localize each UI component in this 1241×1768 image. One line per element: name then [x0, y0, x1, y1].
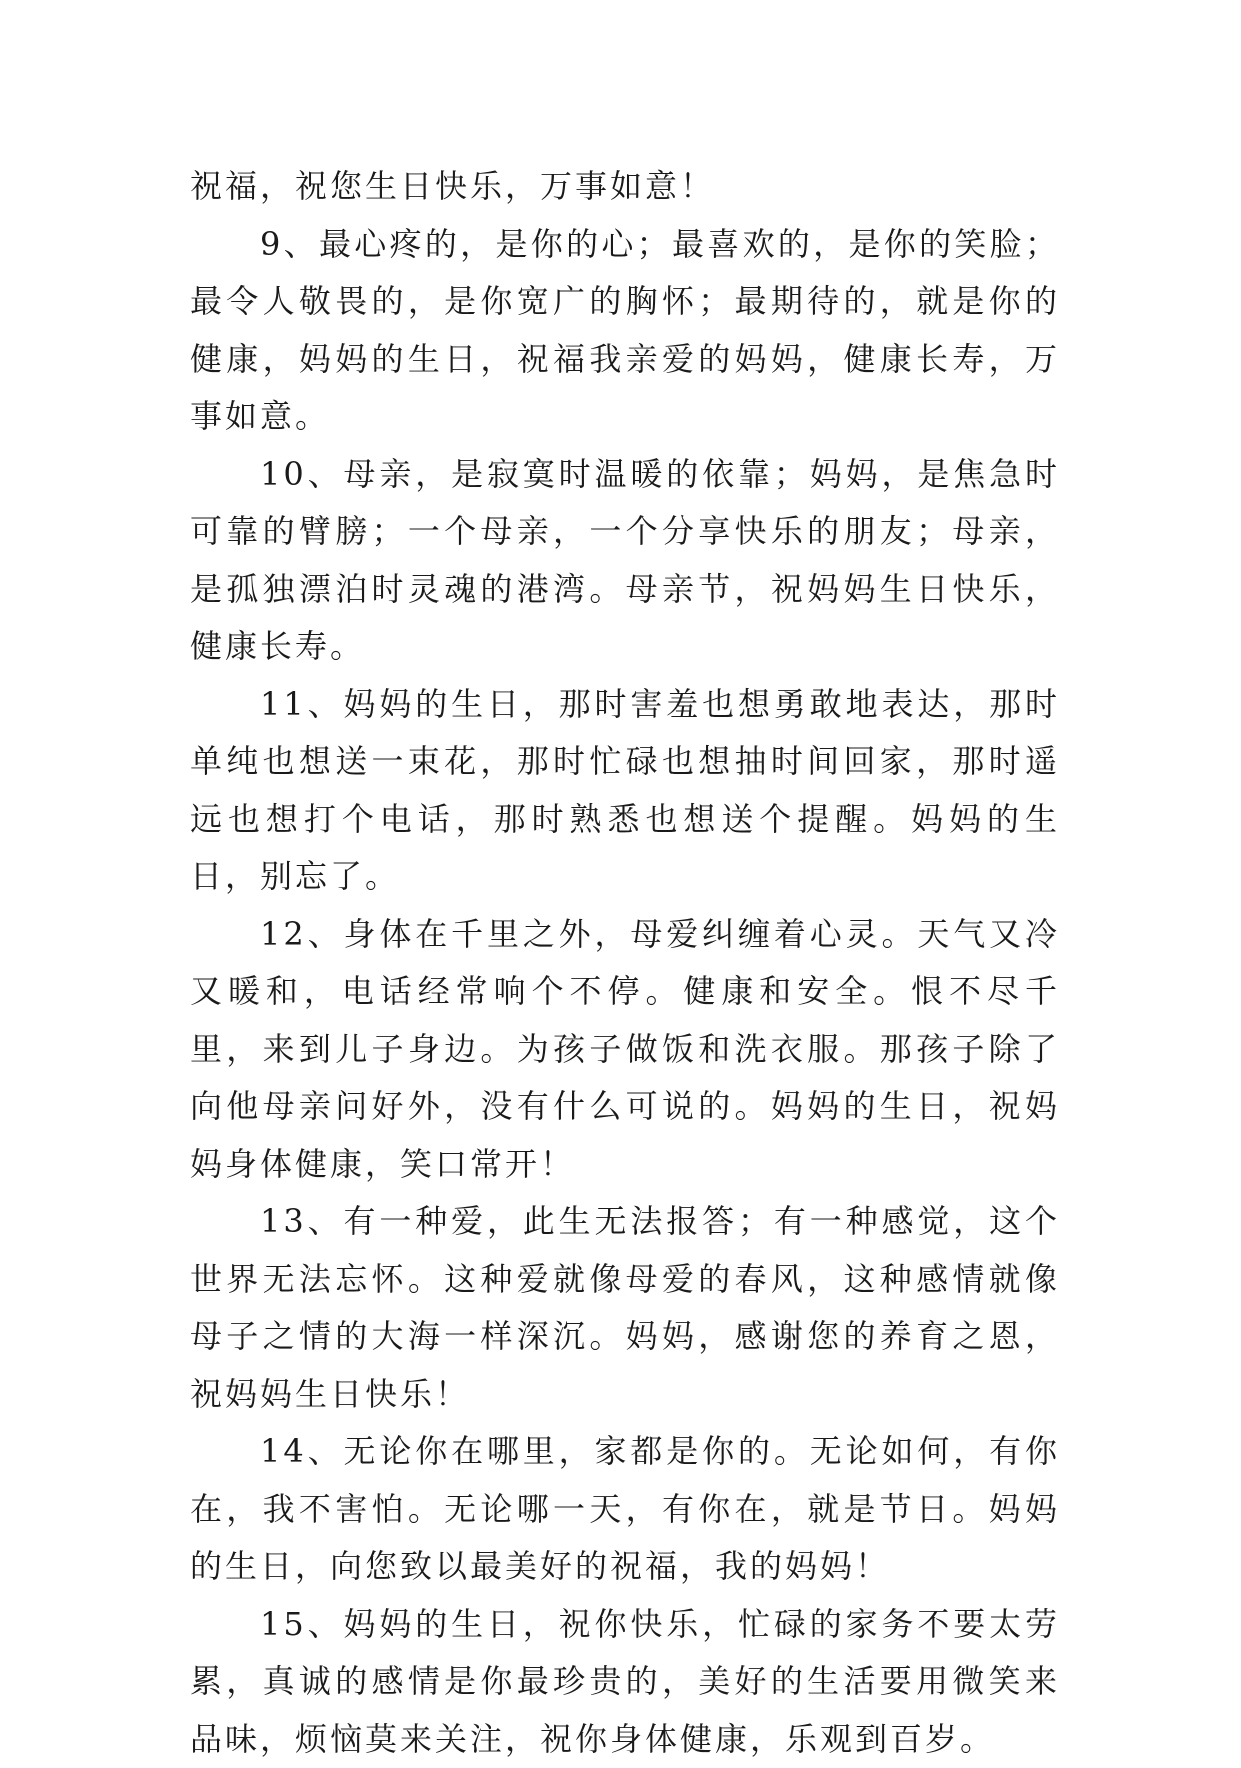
paragraph-continuation: 祝福，祝您生日快乐，万事如意！ [190, 158, 1060, 216]
paragraph-item-14: 14、无论你在哪里，家都是你的。无论如何，有你在，我不害怕。无论哪一天，有你在，就是节日。妈妈的生日，向您致以最美好的祝福，我的妈妈！ [190, 1423, 1060, 1596]
paragraph-item-9: 9、最心疼的，是你的心；最喜欢的，是你的笑脸；最令人敬畏的，是你宽广的胸怀；最期待的，就是你的健康，妈妈的生日，祝福我亲爱的妈妈，健康长寿，万事如意。 [190, 216, 1060, 446]
paragraph-item-10: 10、母亲，是寂寞时温暖的依靠；妈妈，是焦急时可靠的臂膀；一个母亲，一个分享快乐的朋友；母亲，是孤独漂泊时灵魂的港湾。母亲节，祝妈妈生日快乐，健康长寿。 [190, 446, 1060, 676]
paragraph-item-11: 11、妈妈的生日，那时害羞也想勇敢地表达，那时单纯也想送一束花，那时忙碌也想抽时间回家，那时遥远也想打个电话，那时熟悉也想送个提醒。妈妈的生日，别忘了。 [190, 676, 1060, 906]
paragraph-item-13: 13、有一种爱，此生无法报答；有一种感觉，这个世界无法忘怀。这种爱就像母爱的春风，这种感情就像母子之情的大海一样深沉。妈妈，感谢您的养育之恩，祝妈妈生日快乐！ [190, 1193, 1060, 1423]
document-body [190, 158, 1060, 1768]
paragraph-item-12: 12、身体在千里之外，母爱纠缠着心灵。天气又冷又暖和，电话经常响个不停。健康和安全。恨不尽千里，来到儿子身边。为孩子做饭和洗衣服。那孩子除了向他母亲问好外，没有什么可说的。妈妈的生日，祝妈妈身体健康，笑口常开！ [190, 906, 1060, 1194]
paragraph-item-15: 15、妈妈的生日，祝你快乐，忙碌的家务不要太劳累，真诚的感情是你最珍贵的，美好的生活要用微笑来品味，烦恼莫来关注，祝你身体健康，乐观到百岁。 [190, 1596, 1060, 1768]
